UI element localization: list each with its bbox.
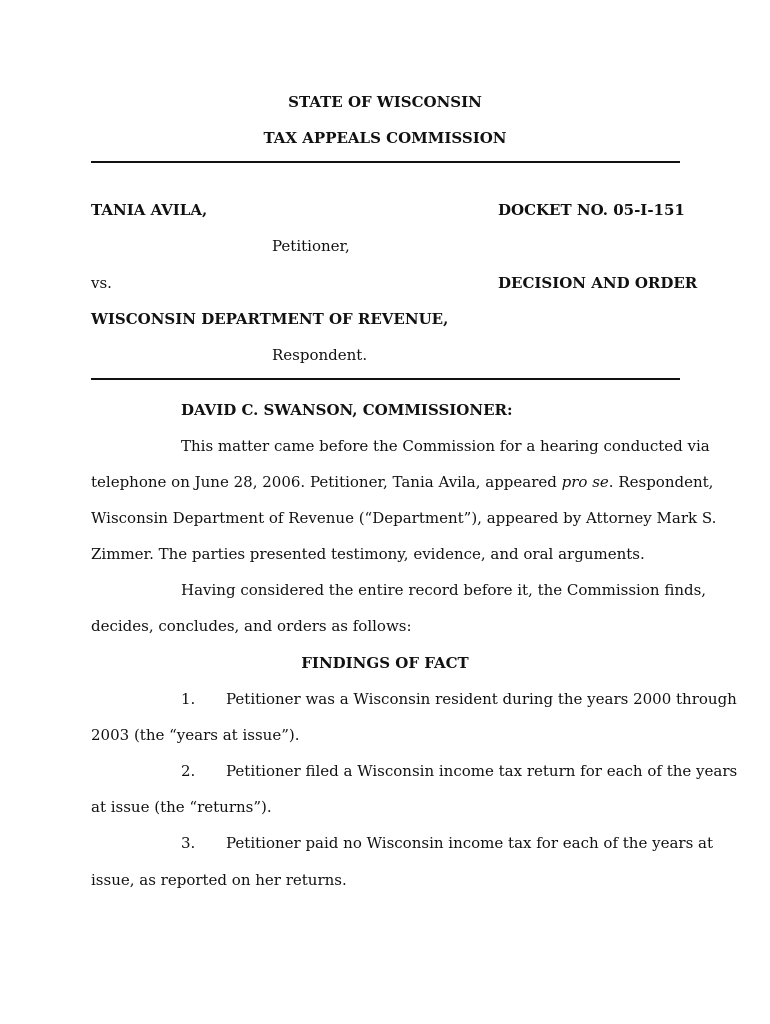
finding-item bbox=[181, 689, 737, 709]
paragraph-line: Wisconsin Department of Revenue (“Department”), appeared by Attorney Mark S. bbox=[91, 509, 717, 527]
text-fragment: . Respondent, bbox=[608, 473, 714, 491]
state-heading: STATE OF WISCONSIN bbox=[288, 93, 482, 111]
finding-number: 2. bbox=[181, 762, 196, 780]
caption-bottom-rule bbox=[91, 378, 680, 380]
finding-text: Petitioner paid no Wisconsin income tax for each of the years at bbox=[226, 834, 714, 852]
finding-item bbox=[181, 761, 738, 781]
petitioner-role: Petitioner, bbox=[272, 237, 350, 255]
docket-number: DOCKET NO. 05-I-151 bbox=[498, 201, 685, 219]
caption-top-rule bbox=[91, 161, 680, 163]
finding-number: 1. bbox=[181, 690, 196, 708]
paragraph-line: Zimmer. The parties presented testimony, evidence, and oral arguments. bbox=[91, 545, 645, 563]
finding-continuation: at issue (the “returns”). bbox=[91, 798, 272, 816]
finding-number: 3. bbox=[181, 834, 196, 852]
paragraph-line: Having considered the entire record before it, the Commission finds, bbox=[181, 581, 707, 599]
commissioner-heading: DAVID C. SWANSON, COMMISSIONER: bbox=[181, 401, 513, 419]
respondent-role: Respondent. bbox=[272, 346, 368, 364]
emphasis-text: pro se bbox=[561, 473, 609, 491]
finding-continuation: 2003 (the “years at issue”). bbox=[91, 726, 300, 744]
decision-title: DECISION AND ORDER bbox=[498, 274, 698, 292]
paragraph-line bbox=[91, 472, 714, 492]
respondent-name: WISCONSIN DEPARTMENT OF REVENUE, bbox=[91, 310, 449, 328]
text-fragment: telephone on June 28, 2006. Petitioner, Tania Avila, appeared bbox=[91, 473, 562, 491]
paragraph-line: This matter came before the Commission for a hearing conducted via bbox=[181, 437, 710, 455]
finding-continuation: issue, as reported on her returns. bbox=[91, 871, 347, 889]
petitioner-name: TANIA AVILA, bbox=[91, 201, 208, 219]
finding-text: Petitioner was a Wisconsin resident during the years 2000 through bbox=[226, 690, 737, 708]
paragraph-line: decides, concludes, and orders as follows: bbox=[91, 617, 412, 635]
finding-item bbox=[181, 833, 714, 853]
versus-label: vs. bbox=[91, 274, 112, 292]
findings-heading: FINDINGS OF FACT bbox=[301, 654, 469, 672]
finding-text: Petitioner filed a Wisconsin income tax return for each of the years bbox=[226, 762, 738, 780]
commission-heading: TAX APPEALS COMMISSION bbox=[263, 129, 507, 147]
